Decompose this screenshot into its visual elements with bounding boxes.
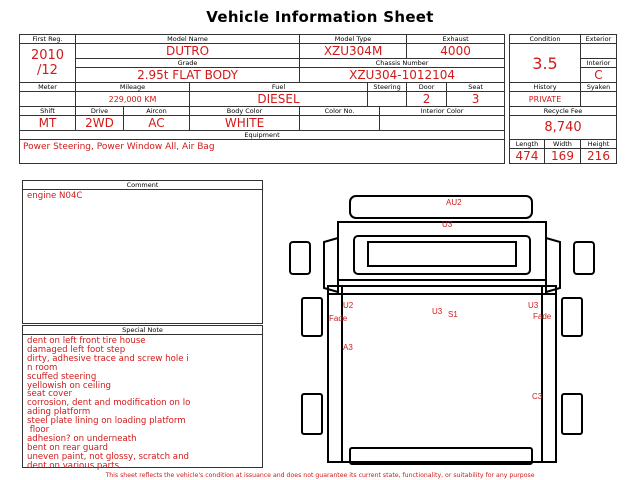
history-value: PRIVATE <box>510 92 581 107</box>
aircon-label: Aircon <box>124 107 190 116</box>
body-color-value: WHITE <box>190 116 300 131</box>
shift-value: MT <box>20 116 76 131</box>
aircon-value: AC <box>124 116 190 131</box>
comment-text: engine N04C <box>27 191 83 201</box>
mark-u3-right: U3 <box>528 301 539 310</box>
mark-a3: A3 <box>343 343 353 352</box>
steering-value <box>368 92 407 107</box>
disclaimer-footer: This sheet reflects the vehicle's condition at issuance and does not guarantee its current state, functionality, or suitability for any purpose <box>105 472 535 479</box>
width-label: Width <box>545 140 581 149</box>
mark-au2: AU2 <box>446 198 462 207</box>
equipment-text: Power Steering, Power Window All, Air Bag <box>23 142 215 152</box>
chassis-label: Chassis Number <box>300 59 505 68</box>
grade-label: Grade <box>76 59 300 68</box>
left-mirror <box>290 242 310 274</box>
exhaust-value: 4000 <box>407 44 505 59</box>
color-no-value <box>300 116 380 131</box>
syaken-value <box>581 92 617 107</box>
length-value: 474 <box>510 149 545 164</box>
mark-s1: S1 <box>448 310 458 319</box>
mark-u2-left: U2 <box>343 301 354 310</box>
drive-label: Drive <box>76 107 124 116</box>
condition-table <box>509 34 617 164</box>
exhaust-label: Exhaust <box>407 35 505 44</box>
equipment-value <box>20 140 505 164</box>
mileage-label: Mileage <box>76 83 190 92</box>
page-title: Vehicle Information Sheet <box>206 8 434 26</box>
comment-label: Comment <box>23 181 262 190</box>
drive-value: 2WD <box>76 116 124 131</box>
door-label: Door <box>407 83 447 92</box>
first-reg-label: First Reg. <box>20 35 76 44</box>
special-note-text: dent on left front tire house damaged left foot step dirty, adhesive trace and screw hole i n room scuffed steering yellowish on ceiling seat cover corrosion, dent and modification on lo ading platform steel plate lining on loading platform floor adhesion? on underneath bent on rear guard uneven paint, not glossy, scratch and dent on various parts <box>27 336 191 471</box>
model-type-value: XZU304M <box>300 44 407 59</box>
mark-fade-left: Fade <box>329 314 348 323</box>
body-color-label: Body Color <box>190 107 300 116</box>
right-cab-door <box>546 238 560 292</box>
color-no-label: Color No. <box>300 107 380 116</box>
steering-label: Steering <box>368 83 407 92</box>
seat-label: Seat <box>447 83 505 92</box>
front-left-wheel <box>302 298 322 336</box>
comment-box <box>22 180 263 324</box>
shift-label: Shift <box>20 107 76 116</box>
rear-left-wheel <box>302 394 322 434</box>
special-note-box <box>22 325 263 471</box>
mark-u3-center: U3 <box>432 307 443 316</box>
mileage-value: 229,000 KM <box>76 92 190 107</box>
first-reg-value <box>20 44 76 83</box>
meter-label: Meter <box>20 83 76 92</box>
exterior-label: Exterior <box>581 35 617 44</box>
exterior-value <box>581 44 617 59</box>
mark-u3-front: U3 <box>442 220 453 229</box>
front-bumper <box>350 196 532 218</box>
mark-fade-right: Fade <box>533 312 552 321</box>
right-mirror <box>574 242 594 274</box>
interior-color-value <box>380 116 505 131</box>
fuel-label: Fuel <box>190 83 368 92</box>
model-name-value: DUTRO <box>76 44 300 59</box>
main-info-table <box>19 34 505 164</box>
mark-c3: C3 <box>532 392 543 401</box>
seat-value: 3 <box>447 92 505 107</box>
grade-value: 2.95t FLAT BODY <box>76 68 300 83</box>
condition-label: Condition <box>510 35 581 44</box>
chassis-value: XZU304-1012104 <box>300 68 505 83</box>
meter-value <box>20 92 76 107</box>
cab-roof-line <box>368 242 516 266</box>
first-reg-month: /12 <box>37 63 58 78</box>
cab-outline <box>338 222 546 280</box>
height-value: 216 <box>581 149 617 164</box>
recycle-fee-value: 8,740 <box>510 116 617 140</box>
condition-score: 3.5 <box>510 44 581 83</box>
interior-value: C <box>581 68 617 83</box>
equipment-label: Equipment <box>20 131 505 140</box>
model-type-label: Model Type <box>300 35 407 44</box>
interior-label: Interior <box>581 59 617 68</box>
first-reg-year: 2010 <box>30 48 65 63</box>
front-right-wheel <box>562 298 582 336</box>
left-cab-door <box>324 238 338 292</box>
recycle-fee-label: Recycle Fee <box>510 107 617 116</box>
interior-color-label: Interior Color <box>380 107 505 116</box>
height-label: Height <box>581 140 617 149</box>
width-value: 169 <box>545 149 581 164</box>
history-label: History <box>510 83 581 92</box>
fuel-value: DIESEL <box>190 92 368 107</box>
door-value: 2 <box>407 92 447 107</box>
rear-right-wheel <box>562 394 582 434</box>
model-name-label: Model Name <box>76 35 300 44</box>
syaken-label: Syaken <box>581 83 617 92</box>
length-label: Length <box>510 140 545 149</box>
special-note-label: Special Note <box>23 326 262 335</box>
